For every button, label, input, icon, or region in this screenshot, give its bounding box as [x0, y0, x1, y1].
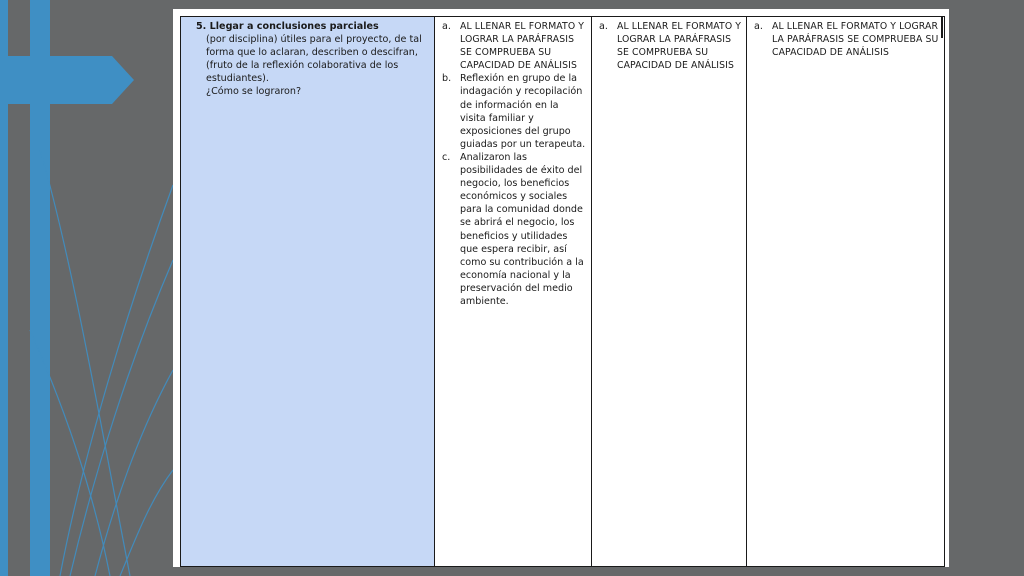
cropped-border-mark [941, 17, 943, 38]
list-item-text: AL LLENAR EL FORMATO Y LOGRAR LA PARÁFRASIS SE COMPRUEBA SU CAPACIDAD DE ANÁLISIS [617, 21, 742, 72]
list-item-text: Reflexión en grupo de la indagación y recopilación de información en la visita familiar y exposiciones del grupo guiadas por un terapeuta. [460, 73, 586, 150]
list-item [442, 151, 587, 308]
list-marker: a. [754, 21, 763, 32]
list-item [754, 20, 940, 59]
question-description: (por disciplina) útiles para el proyecto, de tal forma que lo aclaran, describen o descifran, (fruto de la reflexión colaborativa de los estudiantes). [206, 34, 422, 85]
list-item [442, 20, 587, 72]
list-item-text: AL LLENAR EL FORMATO Y LOGRAR LA PARÁFRASIS SE COMPRUEBA SU CAPACIDAD DE ANÁLISIS [772, 21, 939, 59]
question-cell [181, 17, 435, 566]
list-marker: c. [442, 151, 451, 163]
answer-column-3 [747, 17, 944, 566]
list-item-text: AL LLENAR EL FORMATO Y LOGRAR LA PARÁFRASIS SE COMPRUEBA SU CAPACIDAD DE ANÁLISIS [460, 21, 585, 72]
answer-column-1 [435, 17, 592, 566]
answer-column-2 [592, 17, 747, 566]
conclusions-table [180, 16, 945, 567]
list-item [599, 20, 742, 72]
list-marker: b. [442, 73, 452, 85]
list-marker: a. [442, 21, 451, 32]
list-item [442, 72, 587, 151]
arrow-shape-icon [0, 56, 134, 104]
document-image [173, 9, 949, 567]
question-title: 5. Llegar a conclusiones parciales [196, 21, 379, 32]
decorative-curves [30, 150, 173, 576]
question-prompt: ¿Cómo se lograron? [206, 86, 302, 98]
list-item-text: Analizaron las posibilidades de éxito del negocio, los beneficios económicos y sociales para la comunidad donde se abrirá el negocio, los beneficios y utilidades que espera recibir, así como su contribución a la economía nacional y la preservación del medio ambiente. [460, 151, 584, 307]
list-marker: a. [599, 21, 608, 32]
